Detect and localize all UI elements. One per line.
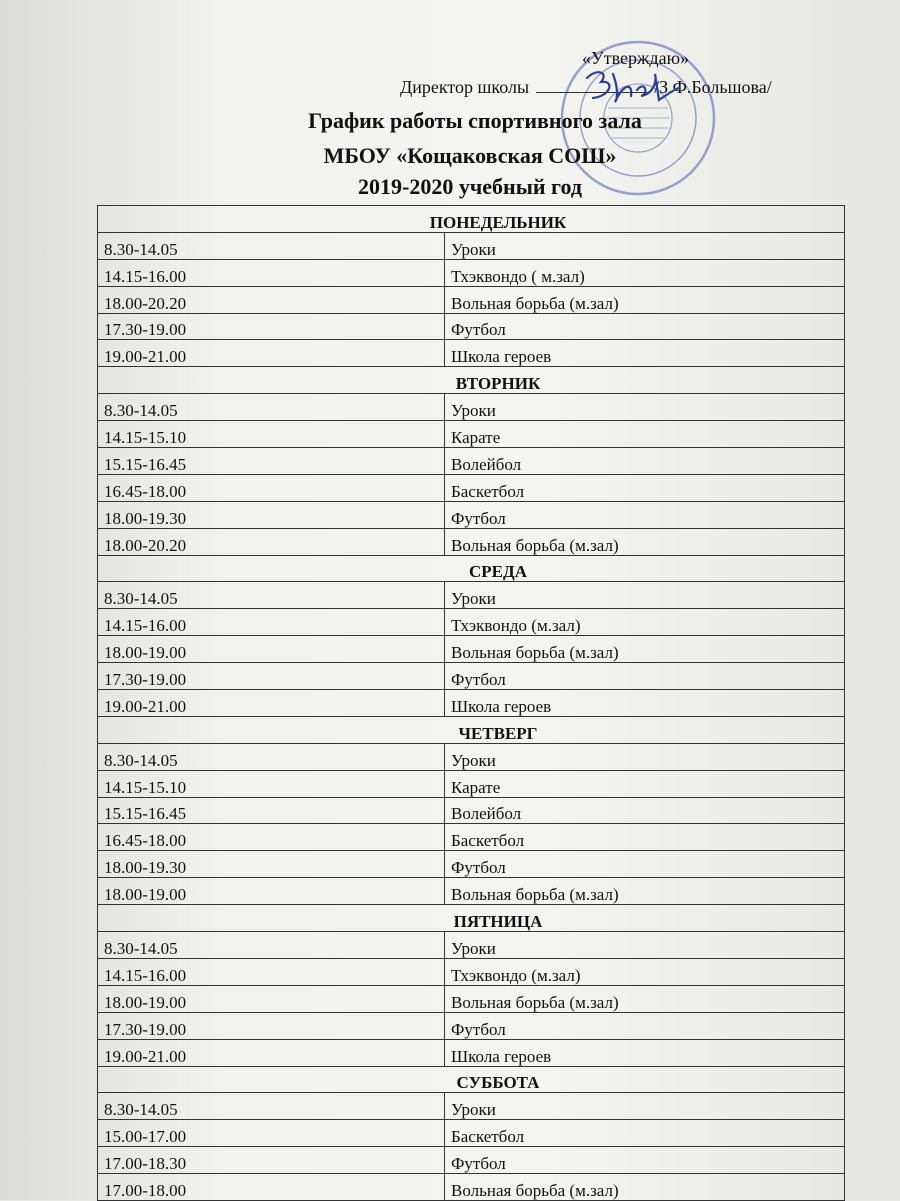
activity-cell: Футбол (445, 1012, 845, 1039)
time-cell: 18.00-20.20 (98, 286, 445, 313)
time-cell: 18.00-19.30 (98, 501, 445, 528)
table-row (98, 690, 845, 717)
time-cell: 14.15-15.10 (98, 770, 445, 797)
activity-cell: Школа героев (445, 690, 845, 717)
activity-cell: Уроки (445, 932, 845, 959)
activity-cell: Баскетбол (445, 1120, 845, 1147)
table-row (98, 1039, 845, 1066)
table-row (98, 878, 845, 905)
activity-cell: Футбол (445, 851, 845, 878)
time-cell: 19.00-21.00 (98, 340, 445, 367)
table-row (98, 528, 845, 555)
time-cell: 14.15-16.00 (98, 259, 445, 286)
time-cell: 8.30-14.05 (98, 232, 445, 259)
day-header: ПЯТНИЦА (98, 905, 845, 932)
activity-cell: Тхэквондо (м.зал) (445, 609, 845, 636)
activity-cell: Школа героев (445, 340, 845, 367)
table-row (98, 609, 845, 636)
day-header-row (98, 555, 845, 582)
table-row (98, 851, 845, 878)
time-cell: 18.00-19.30 (98, 851, 445, 878)
table-row (98, 1120, 845, 1147)
time-cell: 17.30-19.00 (98, 1012, 445, 1039)
time-cell: 14.15-16.00 (98, 609, 445, 636)
activity-cell: Баскетбол (445, 474, 845, 501)
activity-cell: Школа героев (445, 1039, 845, 1066)
table-row (98, 663, 845, 690)
activity-cell: Тхэквондо (м.зал) (445, 958, 845, 985)
time-cell: 18.00-19.00 (98, 878, 445, 905)
activity-cell: Вольная борьба (м.зал) (445, 878, 845, 905)
activity-cell: Карате (445, 770, 845, 797)
time-cell: 18.00-20.20 (98, 528, 445, 555)
activity-cell: Волейбол (445, 448, 845, 475)
time-cell: 8.30-14.05 (98, 394, 445, 421)
activity-cell: Баскетбол (445, 824, 845, 851)
activity-cell: Футбол (445, 1147, 845, 1174)
table-row (98, 958, 845, 985)
table-row (98, 394, 845, 421)
time-cell: 17.30-19.00 (98, 313, 445, 340)
activity-cell: Вольная борьба (м.зал) (445, 1174, 845, 1201)
table-row (98, 932, 845, 959)
time-cell: 18.00-19.00 (98, 636, 445, 663)
handwritten-signature (575, 60, 685, 110)
table-row (98, 743, 845, 770)
activity-cell: Уроки (445, 394, 845, 421)
time-cell: 8.30-14.05 (98, 743, 445, 770)
table-row (98, 313, 845, 340)
activity-cell: Футбол (445, 501, 845, 528)
time-cell: 14.15-16.00 (98, 958, 445, 985)
activity-cell: Уроки (445, 1093, 845, 1120)
time-cell: 15.15-16.45 (98, 448, 445, 475)
activity-cell: Уроки (445, 232, 845, 259)
time-cell: 16.45-18.00 (98, 824, 445, 851)
day-header: СРЕДА (98, 555, 845, 582)
table-row (98, 1174, 845, 1201)
activity-cell: Вольная борьба (м.зал) (445, 528, 845, 555)
table-row (98, 636, 845, 663)
table-row (98, 340, 845, 367)
time-cell: 17.30-19.00 (98, 663, 445, 690)
day-header: ЧЕТВЕРГ (98, 716, 845, 743)
table-row (98, 421, 845, 448)
table-row (98, 797, 845, 824)
activity-cell: Вольная борьба (м.зал) (445, 636, 845, 663)
time-cell: 17.00-18.30 (98, 1147, 445, 1174)
activity-cell: Карате (445, 421, 845, 448)
day-header: СУББОТА (98, 1066, 845, 1093)
day-header-row (98, 367, 845, 394)
time-cell: 15.15-16.45 (98, 797, 445, 824)
time-cell: 18.00-19.00 (98, 985, 445, 1012)
day-header: ПОНЕДЕЛЬНИК (98, 206, 845, 233)
document-title: График работы спортивного зала (308, 108, 642, 133)
activity-cell: Футбол (445, 663, 845, 690)
table-row (98, 448, 845, 475)
school-name: МБОУ «Кощаковская СОШ» (323, 143, 617, 168)
table-row (98, 259, 845, 286)
table-row (98, 1012, 845, 1039)
approval-label: «Утверждаю» (582, 48, 690, 68)
time-cell: 19.00-21.00 (98, 1039, 445, 1066)
table-row (98, 824, 845, 851)
activity-cell: Вольная борьба (м.зал) (445, 286, 845, 313)
time-cell: 14.15-15.10 (98, 421, 445, 448)
time-cell: 8.30-14.05 (98, 582, 445, 609)
activity-cell: Волейбол (445, 797, 845, 824)
table-row (98, 1147, 845, 1174)
table-row (98, 1093, 845, 1120)
activity-cell: Уроки (445, 743, 845, 770)
table-row (98, 770, 845, 797)
time-cell: 8.30-14.05 (98, 1093, 445, 1120)
table-row (98, 501, 845, 528)
director-name: /З.Ф.Большова/ (654, 77, 772, 97)
day-header-row (98, 1066, 845, 1093)
time-cell: 19.00-21.00 (98, 690, 445, 717)
day-header-row (98, 716, 845, 743)
table-row (98, 985, 845, 1012)
director-label: Директор школы (400, 77, 530, 97)
time-cell: 8.30-14.05 (98, 932, 445, 959)
day-header: ВТОРНИК (98, 367, 845, 394)
activity-cell: Вольная борьба (м.зал) (445, 985, 845, 1012)
activity-cell: Тхэквондо ( м.зал) (445, 259, 845, 286)
activity-cell: Футбол (445, 313, 845, 340)
day-header-row (98, 905, 845, 932)
day-header-row (98, 206, 845, 233)
school-year: 2019-2020 учебный год (358, 174, 582, 199)
time-cell: 16.45-18.00 (98, 474, 445, 501)
activity-cell: Уроки (445, 582, 845, 609)
table-row (98, 286, 845, 313)
time-cell: 15.00-17.00 (98, 1120, 445, 1147)
table-row (98, 474, 845, 501)
table-row (98, 232, 845, 259)
schedule-table (97, 205, 845, 1201)
table-row (98, 582, 845, 609)
time-cell: 17.00-18.00 (98, 1174, 445, 1201)
